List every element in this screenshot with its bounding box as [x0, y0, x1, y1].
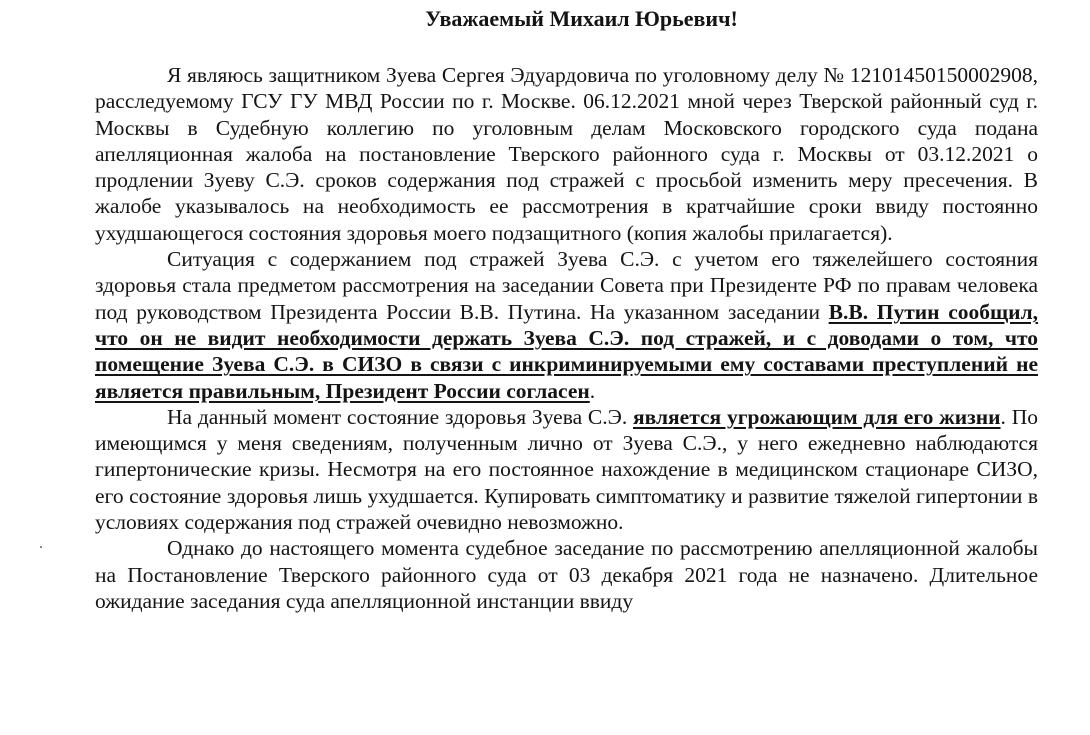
paragraph-3	[95, 404, 1038, 535]
health-threat-emphasis: является угрожающим для его жизни	[633, 404, 1001, 429]
paragraph-1: Я являюсь защитником Зуева Сергея Эдуардовича по уголовному делу № 12101450150002908, расследуемому ГСУ ГУ МВД России по г. Москве. 06.12.2021 мной через Тверской районный суд г. Москвы в Судебную коллегию по уголовным делам Московского городского суда подана апелляционная жалоба на постановление Тверского районного суда г. Москвы от 03.12.2021 о продлении Зуеву С.Э. сроков содержания под стражей с просьбой изменить меру пресечения. В жалобе указывалось на необходимость ее рассмотрения в кратчайшие сроки ввиду постоянно ухудшающегося состояния здоровья моего подзащитного (копия жалобы прилагается).	[95, 63, 1038, 245]
scan-speck	[40, 546, 42, 548]
paragraph-3-rest: . По имеющимся у меня сведениям, полученным лично от Зуева С.Э., у него ежедневно наблюдаются гипертонические кризы. Несмотря на его постоянное нахождение в медицинском стационаре СИЗО, его состояние здоровья лишь ухудшается. Купировать симптоматику и развитие тяжелой гипертонии в условиях содержания под стражей очевидно невозможно.	[95, 404, 1038, 535]
letter-page	[0, 6, 1090, 735]
paragraph-2	[95, 246, 1038, 404]
putin-statement-emphasis: В.В. Путин сообщил, что он не видит необходимости держать Зуева С.Э. под стражей, и с доводами о том, что помещение Зуева С.Э. в СИЗО в связи с инкриминируемыми ему составами преступлений не является правильным, Президент России согласен	[95, 299, 1039, 403]
paragraph-4: Однако до настоящего момента судебное заседание по рассмотрению апелляционной жалобы на Постановление Тверского районного суда от 03 декабря 2021 года не назначено. Длительное ожидание заседания суда апелляционной инстанции ввиду	[95, 536, 1038, 613]
paragraph-2-end: .	[589, 378, 596, 403]
paragraph-3-text: На данный момент состояние здоровья Зуева С.Э.	[167, 404, 633, 429]
paragraph-2-text: Ситуация с содержанием под стражей Зуева С.Э. с учетом его тяжелейшего состояния здоровья стала предметом рассмотрения на заседании Совета при Президенте РФ по правам человека под руководством Президента России В.В. Путина. На указанном заседании	[95, 247, 1038, 324]
salutation: Уважаемый Михаил Юрьевич!	[425, 6, 738, 31]
letter-body	[95, 62, 1038, 614]
